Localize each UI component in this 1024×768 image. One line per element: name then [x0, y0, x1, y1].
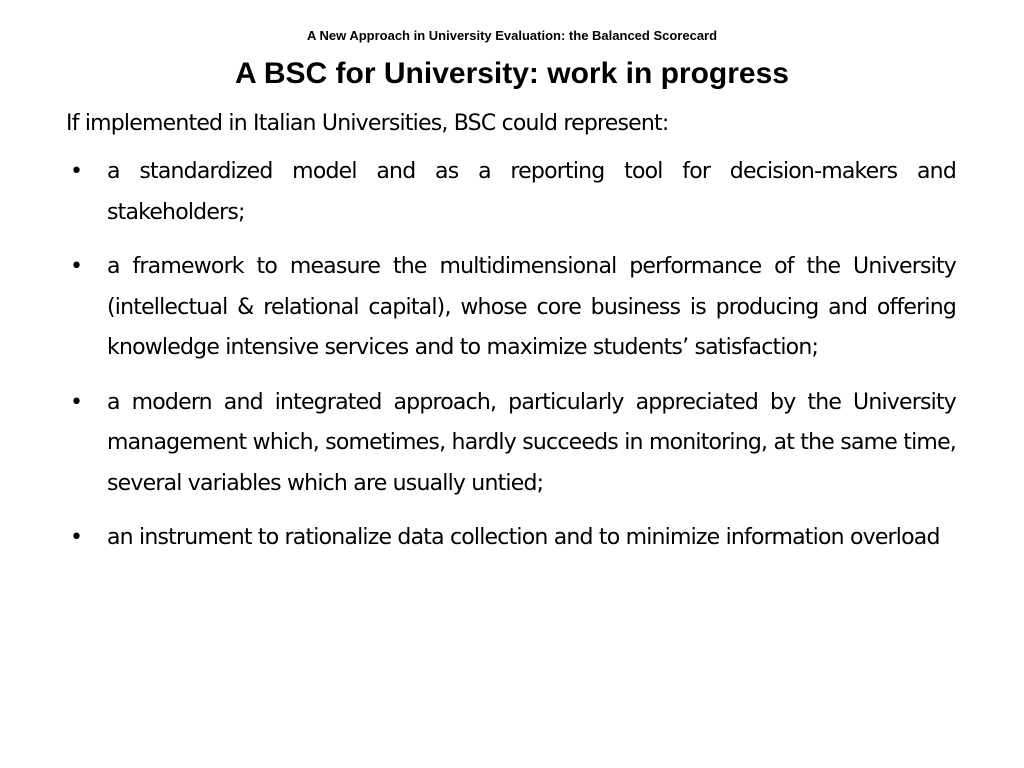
bullet-item	[66, 152, 956, 233]
bullet-item	[66, 247, 956, 369]
bullet-item	[66, 518, 956, 559]
intro-text: If implemented in Italian Universities, BSC could represent:	[66, 111, 669, 136]
bullet-text: a modern and integrated approach, particularly appreciated by the University management which, sometimes, hardly succeeds in monitoring, at the same time, several variables which are usually untied;	[107, 389, 956, 496]
bullet-icon: •	[70, 525, 83, 550]
bullet-text: a standardized model and as a reporting tool for decision-makers and stakeholders;	[107, 159, 956, 225]
bullet-icon: •	[70, 389, 83, 415]
bullet-text: an instrument to rationalize data collection and to minimize information overload	[107, 525, 940, 550]
slide-kicker: A New Approach in University Evaluation: the Balanced Scorecard	[306, 28, 718, 43]
bullet-text: a framework to measure the multidimensional performance of the University (intellectual & relational capital), whose core business is producing and offering knowledge intensive services and to maximize students’ satisfaction;	[107, 254, 956, 360]
slide-title: A BSC for University: work in progress	[234, 57, 789, 90]
bullet-item	[66, 383, 956, 505]
bullet-list	[66, 152, 956, 573]
bullet-icon: •	[70, 254, 83, 279]
bullet-icon: •	[70, 159, 83, 184]
